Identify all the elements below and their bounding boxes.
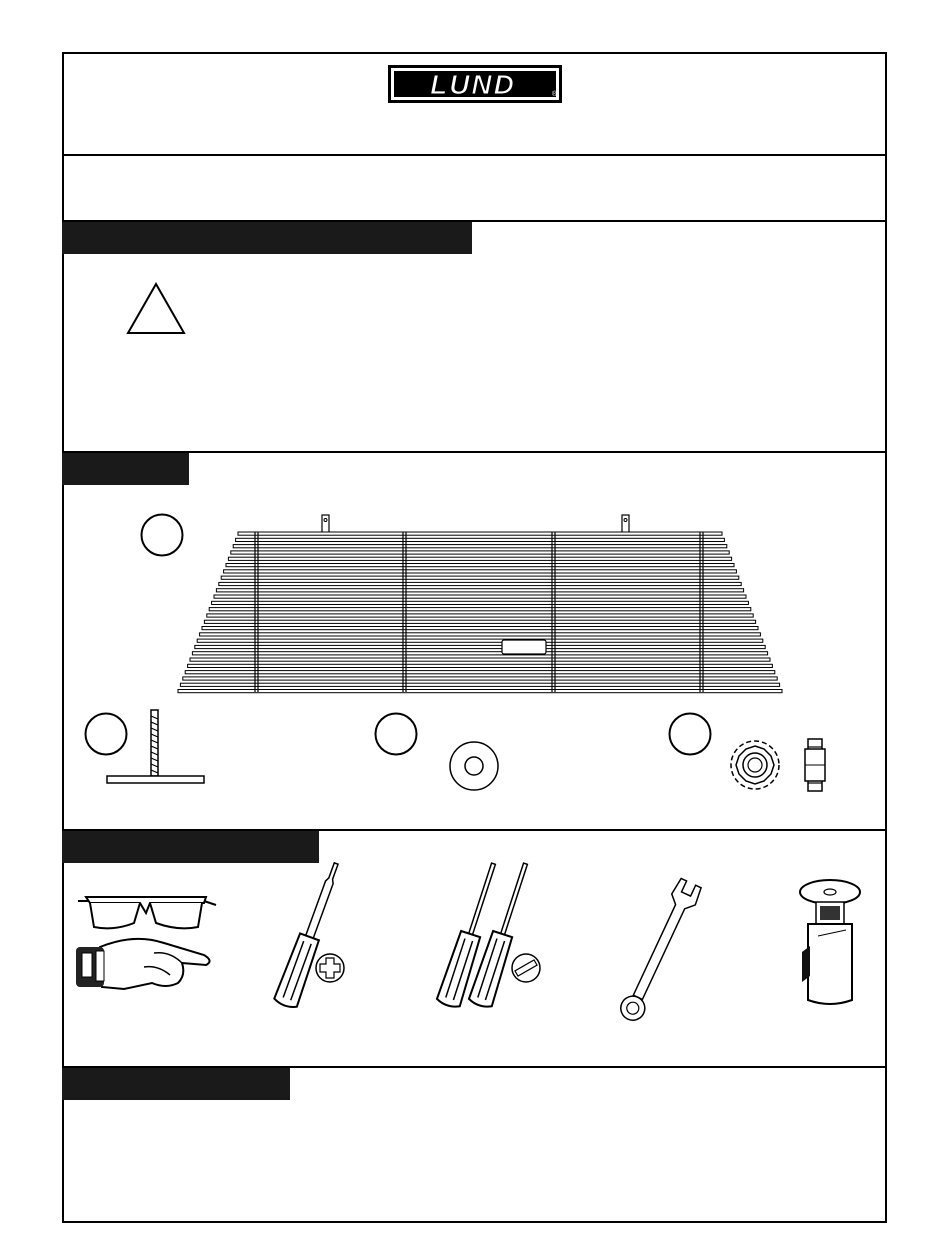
warning-triangle-icon <box>125 282 187 336</box>
instructions-section-header-bar <box>62 1068 290 1100</box>
grille-insert-icon <box>170 510 790 695</box>
star-washer-and-nut-icon <box>726 736 830 794</box>
safety-glasses-and-gloves-icon <box>74 893 219 1003</box>
part-callout-circle-4 <box>668 712 712 756</box>
logo-text: LUND <box>430 69 516 100</box>
parts-section-header-bar <box>62 453 189 485</box>
flat-washer-icon <box>448 740 500 792</box>
adhesive-cleaner-icon <box>790 878 870 1010</box>
t-stud-bolt-icon <box>105 708 207 786</box>
lund-logo <box>388 65 562 103</box>
divider-header <box>62 154 887 156</box>
warning-section-header-bar <box>62 222 472 254</box>
part-callout-circle-3 <box>374 712 418 756</box>
combination-wrench-icon <box>614 872 704 1032</box>
phillips-screwdriver-icon <box>268 858 358 1013</box>
logo-registered-mark: ® <box>552 91 558 98</box>
flat-screwdriver-pair-icon <box>430 858 545 1013</box>
